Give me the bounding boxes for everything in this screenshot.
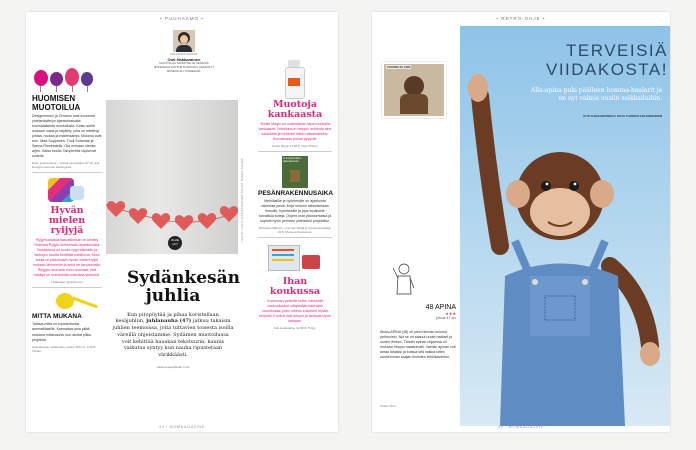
koukussa-caption: Knit-koukusarja, 12,90 €, Titityy. [273,326,317,331]
pattern-sketch [392,262,416,298]
left-column [32,64,102,356]
sydan-caption: Valokuvaaja/Studio Tuuli [156,364,190,369]
divider [32,172,102,173]
vertical-credit: TEKSTI OUTI HAKKARAINEN KUVAT MISKA SUOMI [240,157,244,242]
right-column [258,58,332,333]
muotoilua-body: Designmuseo ja Ornamo ovat koonneet yhteisnäyttelyn ajankohtaisista suomalaisesta muotoilusta. Katso siellä mukaan uusia ja näyttely, joka on miettinyt juhlaa, ruokaa ja materiaaleja. Mukana ovat mm. Ilkka Suppanen, Tuuli Sotamaa ja Sanna Rinneadelle. Ota mukaan ideoita arjen. Katso kesän Tamperella rapisevat uudelle. [32,114,102,159]
divider [258,237,332,238]
editor-desc: MUOTOILIJA SANNOTELLE KESÄISIÄ MATERIAALITUOTTEITA KESÄÄN. KESÄNÄYT MUMMOLAN TUNNELMIA. [153,60,215,73]
muotoilua-caption: Eetu- ja Ensinanni – Huolia Innovaation 27.10. asti Designmuseossa Helsingissä. [32,161,100,170]
apina-label [400,304,456,320]
koukussa-title: Ihan koukussa [269,276,321,298]
ryijy-body: Ryijymuotoilua kasviaiheisiin on kerätty Yhdessä Ryijyin kutsumalla tapahtumalla. Tavoitteena on tuoda ryijyt elämään ja lankojen kautta herättää mielikuvia. Moni tekijä on pikkuruiset hyvän mielen ryijyt mukaan lähimmille ja antoi ne tarvitsevalle. Ryijyjen ansiosta moni huomasi, että käsityö on mahdollista toteuttaa yhdessä. [32,238,102,278]
sydan-title: Sydänkesän juhlia [127,268,240,306]
crochet-hooks-image [258,241,332,275]
monkey-photo [460,26,670,426]
spray-bottle-image [258,58,332,98]
measuring-tape-image [32,291,102,311]
badge-label: OHJE [170,238,179,242]
article-title: TERVEISIÄ VIIDAKOSTA! [546,41,668,79]
book-cover [282,156,308,188]
muotoilua-title: HUOMISEN MUOTOILUA [32,94,81,112]
editor-avatar [173,30,195,52]
ryijy-title: Hyvän mielen ryijyjä [48,205,86,237]
section-header: • RETRO-OHJE • [496,16,546,21]
vintage-label: VUODELTA 1980 [387,65,411,69]
editor-tag: PALSTAN KOONNUT [170,52,198,56]
ryijy-caption: Lisätietoja ryijylehti.com [51,280,83,285]
apina-caption: Studio Tiimi [380,404,396,408]
article-subtitle: Allu-apina puki päälleen homma-haalarit ja on nyt valmis uusiin seikkailuihin. [530,87,662,102]
ryijy-image [32,176,102,204]
sydan-article [112,268,240,372]
article-byline: OUTI HAKKARAINEN // KUVA TUOMAS KOLEHMAINEN [583,114,662,118]
apina-height: pituus 47 cm [436,316,456,320]
sydan-body: Kun pitopöytää ja pihaa koristellaan kesäjuhliin, juhlanauha (47) jatkuu takaisin juhlien teemoissa, joita tuttavien toisesta isoilla väreillä ohjeistamme. Sydämen muotoilussa voit kehittää hauskan tekstuurin, kaunis vaikutus syntyy kun nauha ripustetaan värikkäästi. [112,311,234,359]
badge-number: (47) [172,241,178,246]
ohje-badge [168,236,182,250]
kankaasta-title: Muotoja kankaasta [267,99,323,120]
editor-box [150,30,218,74]
mitta-caption: Ananaskuvio mittanauha, pituus 150 cm, 2,90 €, Tiimari. [32,344,97,353]
mitta-title: MITTA MUKANA [32,313,82,321]
koukussa-body: Kudonnan ystäville uutta: värikkäät virkkuukoukut säilytetään kätevästi lokerikossa, joten oikean kokoisen löytää helposti. Koukut ovat kevyet ja tarttuvat hyvin lankaan. [259,299,331,324]
kankaasta-caption: Textile Magic 11,90 €, Clas Ohlson. [271,144,319,149]
hearts-photo [106,100,238,254]
lamps-image [32,64,102,92]
right-page [372,12,670,432]
left-page [26,12,338,432]
heart-garland [106,100,238,254]
apina-body: Aluksi APINA (48) oli pieni hieman kulunut pehmolelu. Nyt se on saanut uudet haalarit ja uuden ilmeen. Tämän apinan ohjeessa on mukana helppo haalarimalli. Valmiin apinan voit antaa lahjaksi ja kutsua sitä vaikka sitten vanhemman saajan ihmisten leikkikaveriksi. [380,330,456,360]
monkey-toy [460,26,670,426]
difficulty-stars: ★★★ [445,311,456,316]
pesa-caption: Michaela Mäkinen: Linnunpönttöjä ja hyönteishotelleja, 22 €, Moreeni Kustannus. [258,226,332,235]
monkey-sketch-icon [392,262,416,298]
page-folio: 45 · MOMAAGAZINE [497,424,544,429]
section-header: • PUUHAAMO • [160,16,204,21]
kankaasta-body: Textile Magic on uudenlainen tapa muotoilla kankaasta. Tekniikka on helppo: suihkuta aine kankaalle ja muotoile käsin haluamaksesi. Kuivuttuaan pinnat pysyvät. [258,121,332,142]
book-title: Linnunpönttöjen rakentaminen [283,157,302,164]
editor-name: Outi Hakkarainen [167,56,201,62]
divider [32,287,102,288]
pesa-body: Mehiläisille ja hyönteisille on ajankohta rakentaa pesiä. Kirja neuvoo rakentamaan linnuille, hyönteisille ja jopa lepakoille turvallisia koteja. Ohjeet ovat yksinkertaisia ja sopivat hyvin perheen yhteiseksi projektiksi. [258,199,332,224]
vintage-photo [382,62,446,118]
pesa-title: PESÄNRAKENNUSAIKA [258,190,334,198]
apina-number: 48 APINA [425,304,456,311]
page-folio: 44 · MOMAAGAZINE [158,424,205,429]
mitta-body: Taitava mitta on rupeamiseksi ammattilaisille. Kannattaa aina pitää mukana mittanauha, kun aloitat pikku projektia. [32,322,92,342]
divider [258,151,332,152]
